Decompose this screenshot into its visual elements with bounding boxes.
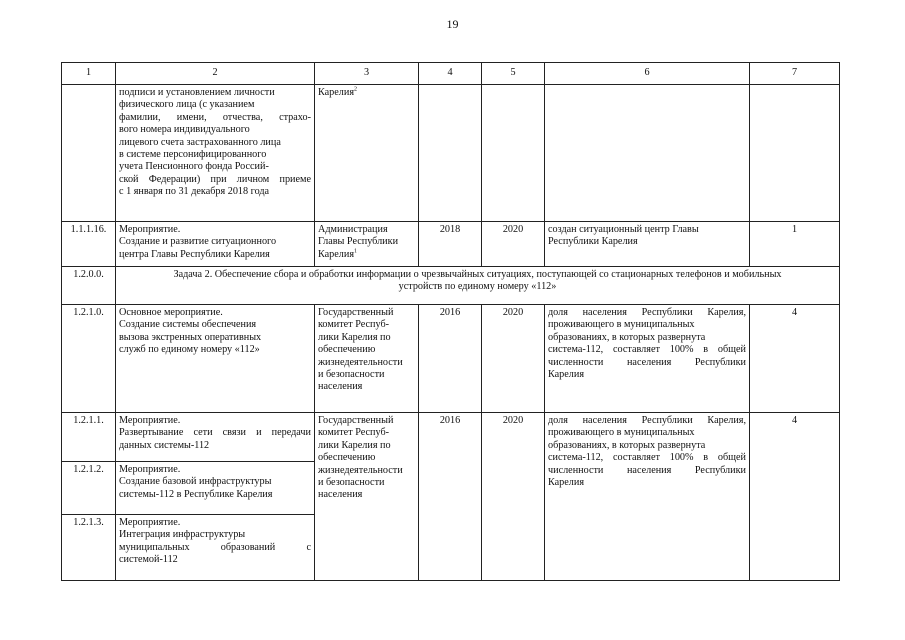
code-cell: 1.2.1.3. (62, 515, 116, 581)
text-line: населения (318, 489, 363, 501)
text-line: проживающего в муниципальных (548, 427, 695, 439)
text-line: Карелия (548, 477, 585, 489)
table-row-continuation (62, 85, 840, 222)
result-cell (545, 85, 750, 222)
task-row (62, 267, 840, 305)
text-line: Задача 2. Обеспечение сбора и обработки информации о чрезвычайных ситуациях, поступающей со стационарных телефонов и мобильных (173, 269, 782, 280)
text-line: лицевого счета застрахованного лица (119, 136, 281, 148)
code-cell (62, 85, 116, 222)
text-line: Создание базовой инфраструктуры (119, 476, 272, 488)
text-line: Мероприятие. (119, 224, 181, 235)
column-number: 4 (419, 63, 482, 85)
column-number: 2 (116, 63, 315, 85)
text-line: обеспечению (318, 452, 376, 464)
start-year-cell: 2016 (419, 413, 482, 581)
executor-cell (315, 85, 419, 222)
text-line: проживающего в муниципальных (548, 319, 695, 331)
text-line: жизнедеятельности (318, 464, 403, 476)
indicator-link-cell: 4 (750, 413, 840, 581)
indicator-link-cell (750, 85, 840, 222)
code-cell: 1.2.1.1. (62, 413, 116, 462)
text-line: комитет Респуб- (318, 319, 390, 331)
start-year-cell: 2018 (419, 222, 482, 267)
text-line: учета Пенсионного фонда Россий- (119, 161, 269, 173)
text-line: система-112, составляет 100% в общей (548, 452, 746, 464)
text-line: доля населения Республики Карелия, (548, 415, 746, 426)
activity-name-cell (116, 305, 315, 413)
text-line: Основное мероприятие. (119, 307, 223, 318)
activity-name-cell (116, 515, 315, 581)
start-year-cell (419, 85, 482, 222)
text-line: ской Федерации) при личном приеме (119, 173, 311, 185)
text-line: вого номера индивидуального (119, 124, 250, 136)
text-line: системы-112 в Республике Карелия (119, 488, 273, 500)
text-line: создан ситуационный центр Главы (548, 224, 699, 235)
column-number: 1 (62, 63, 116, 85)
code-cell: 1.1.1.16. (62, 222, 116, 267)
text-line: служб по единому номеру «112» (119, 344, 260, 356)
indicator-link-cell: 1 (750, 222, 840, 267)
text-line: образованиях, в которых развернута (548, 439, 706, 451)
text-line: муниципальных образований с (119, 541, 311, 553)
executor-cell (315, 413, 419, 581)
text-line: Интеграция инфраструктуры (119, 529, 246, 541)
text-line: Администрация (318, 224, 388, 235)
activity-name-cell (116, 222, 315, 267)
table-row (62, 413, 840, 462)
column-number-row (62, 63, 840, 85)
code-cell: 1.2.1.0. (62, 305, 116, 413)
table-row (62, 305, 840, 413)
table-row (62, 222, 840, 267)
text-line: Карелия (548, 369, 585, 381)
executor-cell (315, 222, 419, 267)
executor-text: Карелия (318, 87, 355, 98)
text-line: физического лица (с указанием (119, 99, 255, 111)
activity-name-cell (116, 462, 315, 515)
executor-cell (315, 305, 419, 413)
text-line: Создание и развитие ситуационного (119, 236, 277, 248)
code-cell: 1.2.1.2. (62, 462, 116, 515)
end-year-cell: 2020 (482, 305, 545, 413)
text-line: Республики Карелия (548, 236, 638, 248)
code-cell: 1.2.0.0. (62, 267, 116, 305)
text-line: данных системы-112 (119, 439, 210, 451)
text-line: обеспечению (318, 344, 376, 356)
footnote-mark: 1 (354, 248, 358, 255)
text-line: доля населения Республики Карелия, (548, 307, 746, 318)
text-line: комитет Респуб- (318, 427, 390, 439)
text-line: жизнедеятельности (318, 356, 403, 368)
column-number: 7 (750, 63, 840, 85)
text-line: устройств по единому номеру «112» (398, 281, 557, 293)
column-number: 5 (482, 63, 545, 85)
text-line: Развертывание сети связи и передачи (119, 427, 311, 439)
text-line: фамилии, имени, отчества, страхо- (119, 111, 311, 123)
text-line: Государственный (318, 307, 394, 318)
end-year-cell: 2020 (482, 222, 545, 267)
text-line: Главы Республики (318, 236, 399, 248)
text-line: численности населения Республики (548, 356, 746, 368)
result-cell (545, 413, 750, 581)
end-year-cell: 2020 (482, 413, 545, 581)
text-line: и безопасности (318, 369, 385, 381)
activity-name-cell (116, 85, 315, 222)
text-line: подписи и установлением личности (119, 87, 275, 98)
result-cell (545, 222, 750, 267)
indicator-link-cell: 4 (750, 305, 840, 413)
text-line: в системе персонифицированного (119, 149, 267, 161)
column-number: 3 (315, 63, 419, 85)
text-line: Карелия (318, 248, 355, 260)
text-line: численности населения Республики (548, 464, 746, 476)
text-line: лики Карелия по (318, 439, 391, 451)
start-year-cell: 2016 (419, 305, 482, 413)
text-line: системой-112 (119, 554, 178, 566)
result-cell (545, 305, 750, 413)
text-line: система-112, составляет 100% в общей (548, 344, 746, 356)
program-table (61, 62, 840, 581)
text-line: с 1 января по 31 декабря 2018 года (119, 186, 270, 198)
text-line: и безопасности (318, 477, 385, 489)
text-line: центра Главы Республики Карелия (119, 248, 270, 260)
text-line: Мероприятие. (119, 517, 181, 528)
activity-name-cell (116, 413, 315, 462)
page-number: 19 (446, 17, 459, 31)
text-line: лики Карелия по (318, 331, 391, 343)
task-title-cell (116, 267, 840, 305)
end-year-cell (482, 85, 545, 222)
footnote-mark: 2 (354, 86, 358, 93)
text-line: Создание системы обеспечения (119, 319, 257, 331)
text-line: населения (318, 381, 363, 393)
text-line: Мероприятие. (119, 415, 181, 426)
text-line: Государственный (318, 415, 394, 426)
text-line: образованиях, в которых развернута (548, 331, 706, 343)
column-number: 6 (545, 63, 750, 85)
text-line: Мероприятие. (119, 464, 181, 475)
text-line: вызова экстренных оперативных (119, 331, 262, 343)
